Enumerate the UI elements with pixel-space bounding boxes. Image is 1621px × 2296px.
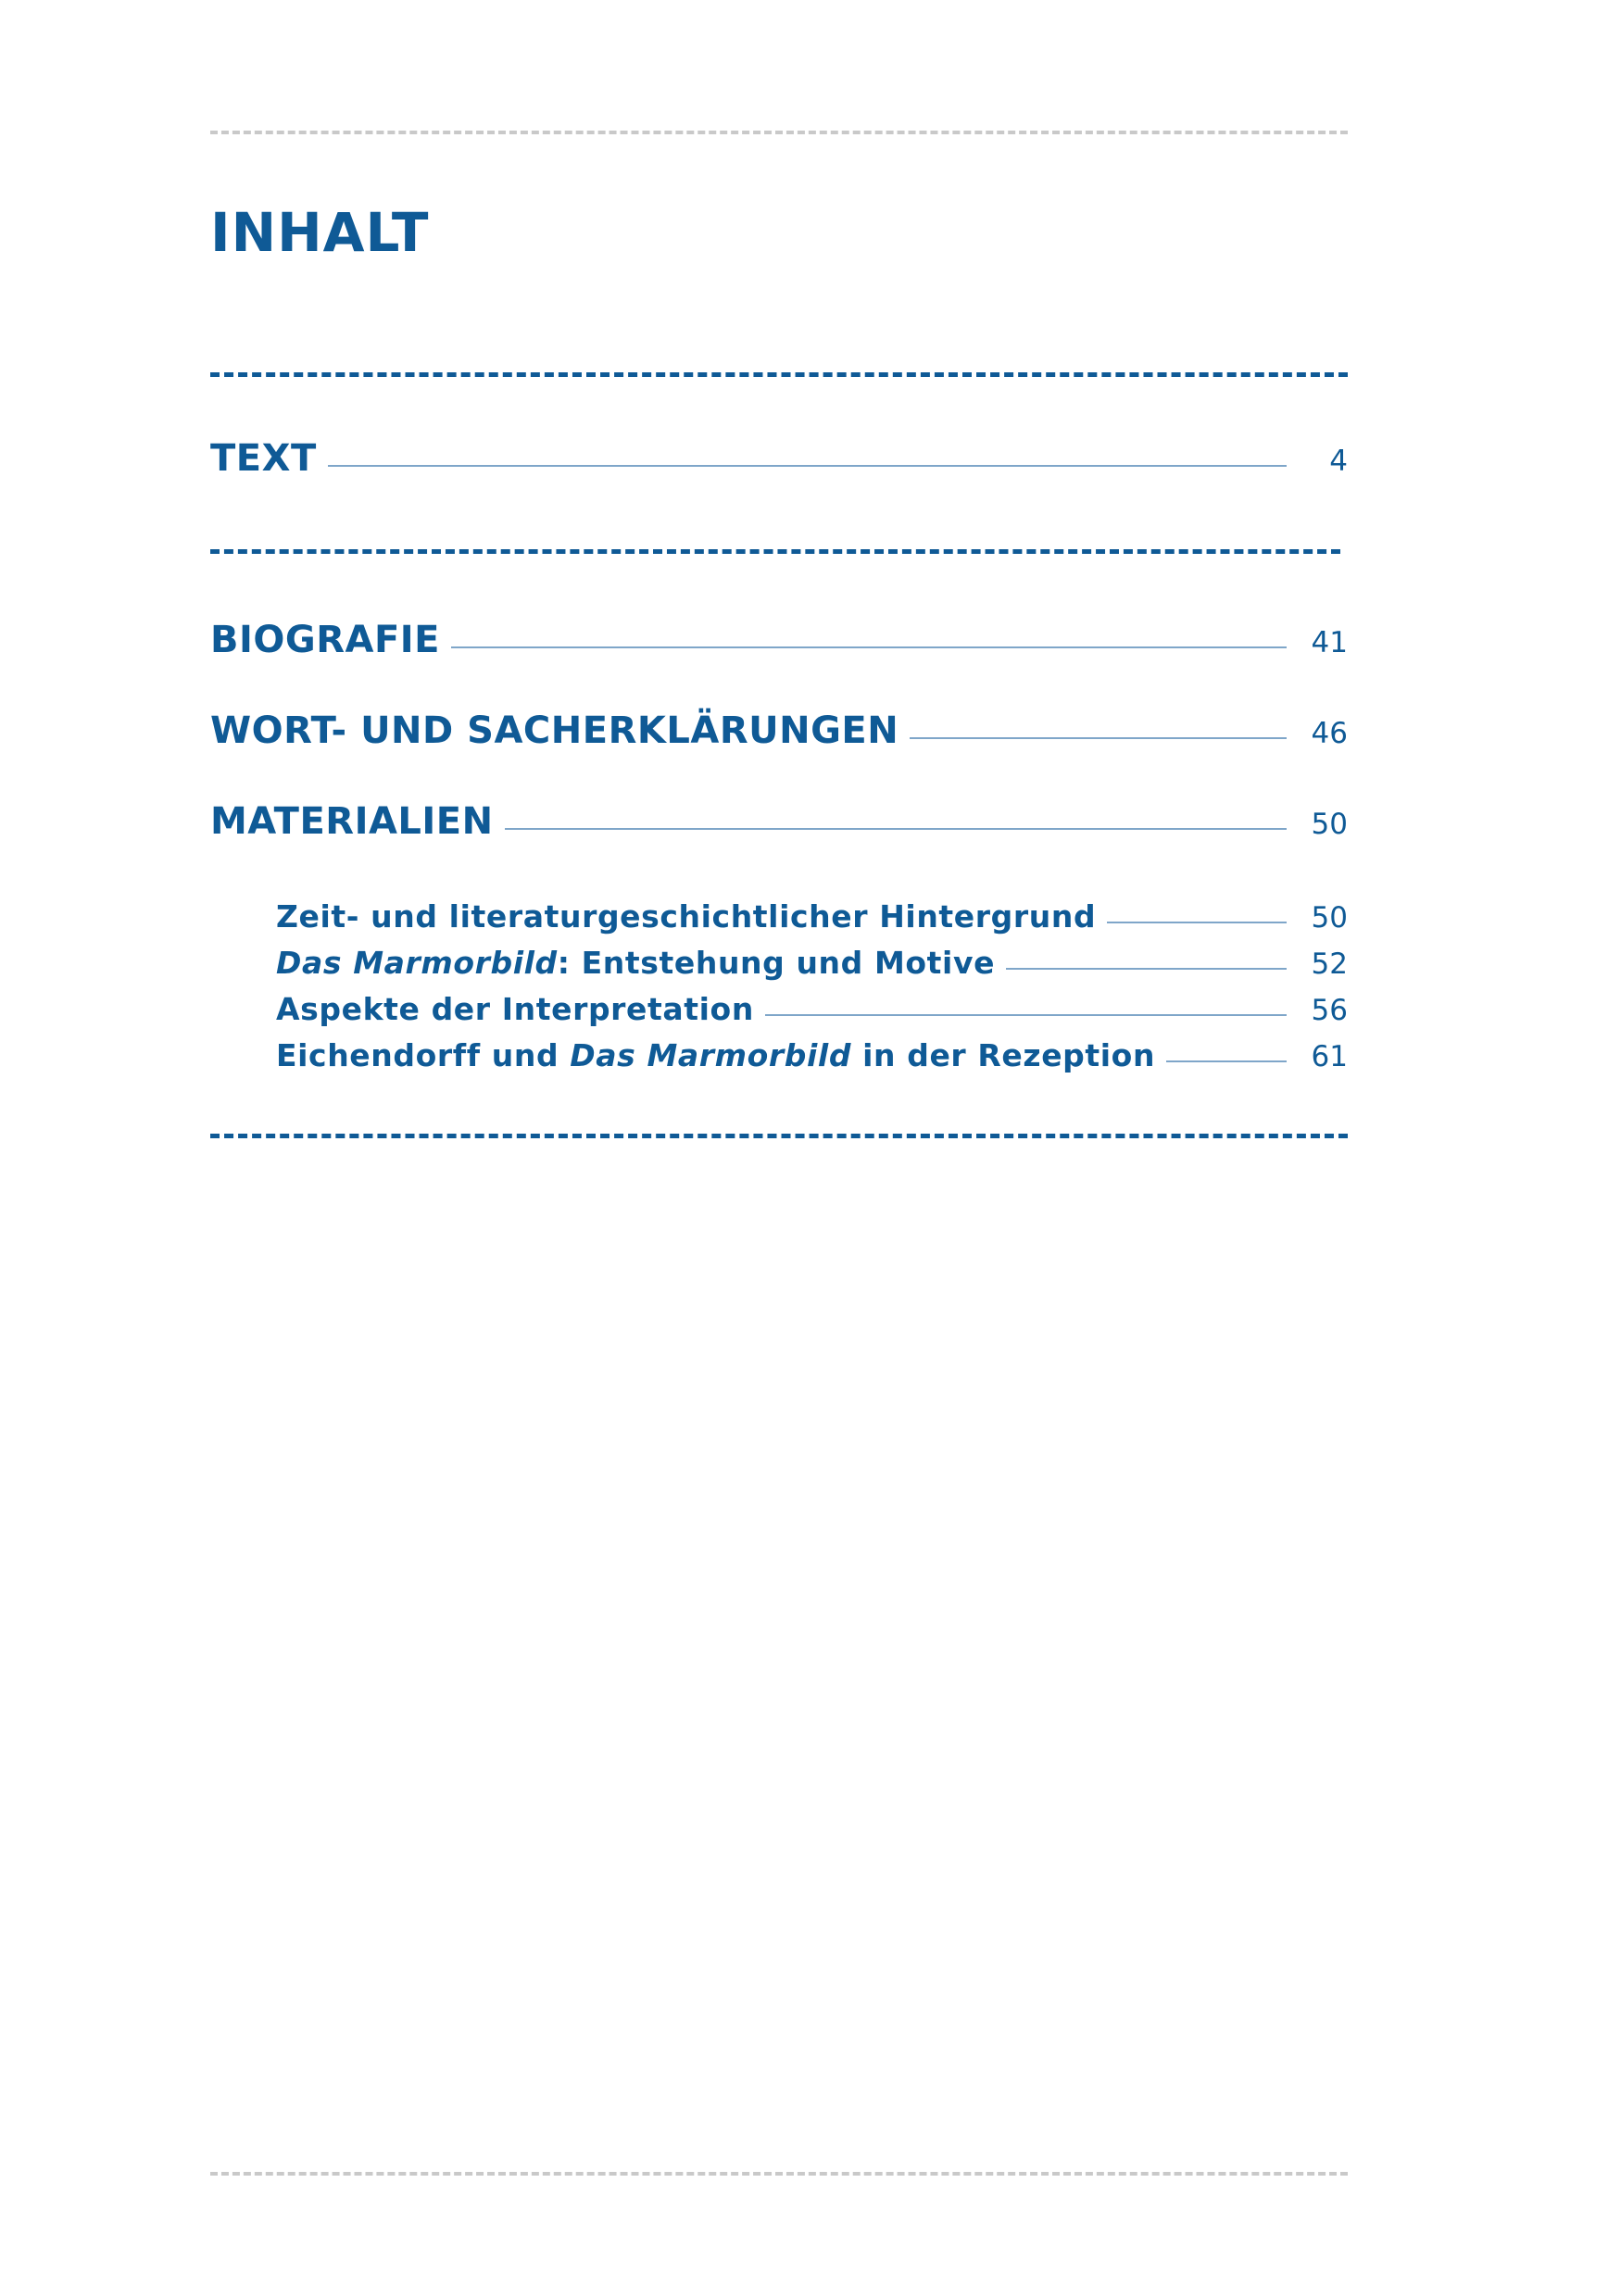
toc-subentry-rezeption[interactable] xyxy=(276,1037,1348,1073)
toc-leader xyxy=(505,828,1287,830)
toc-entry-label: BIOGRAFIE xyxy=(210,619,440,661)
toc-page-number: 52 xyxy=(1311,947,1348,981)
bottom-divider xyxy=(210,2172,1348,2176)
toc-leader xyxy=(1166,1060,1287,1062)
toc-leader xyxy=(765,1014,1287,1016)
toc-subentry-hintergrund[interactable] xyxy=(276,898,1348,935)
work-title: Das Marmorbild xyxy=(570,1037,852,1073)
toc-page-number: 50 xyxy=(1311,808,1348,841)
toc-entry-label: TEXT xyxy=(210,437,317,480)
toc-leader xyxy=(1107,922,1287,923)
toc-entry-wort-und-sacherklaerungen[interactable] xyxy=(210,709,1348,752)
toc-subentry-interpretation[interactable] xyxy=(276,991,1348,1027)
toc-subentry-label: Zeit- und literaturgeschichtlicher Hintergrund xyxy=(276,898,1097,935)
toc-page-number: 4 xyxy=(1329,445,1348,478)
toc-leader xyxy=(451,646,1287,648)
toc-page-number: 41 xyxy=(1311,626,1348,659)
top-divider xyxy=(210,131,1348,134)
toc-leader xyxy=(328,465,1287,467)
toc-entry-biografie[interactable] xyxy=(210,619,1348,661)
section-divider-3 xyxy=(210,1134,1348,1138)
toc-subentry-label-post: in der Rezeption xyxy=(851,1037,1156,1073)
work-title: Das Marmorbild xyxy=(276,945,558,981)
toc-subentry-entstehung-und-motive[interactable] xyxy=(276,945,1348,981)
toc-leader xyxy=(910,737,1287,739)
toc-entry-text[interactable] xyxy=(210,437,1348,480)
toc-page-number: 61 xyxy=(1311,1040,1348,1073)
toc-entry-materialien[interactable] xyxy=(210,800,1348,843)
toc-subentry-label: Aspekte der Interpretation xyxy=(276,991,754,1027)
page-title: INHALT xyxy=(210,201,430,264)
toc-subentry-label xyxy=(276,1037,1155,1073)
toc-subentry-label-pre: Eichendorff und xyxy=(276,1037,571,1073)
toc-page-number: 46 xyxy=(1311,717,1348,750)
toc-entry-label: MATERIALIEN xyxy=(210,800,494,843)
toc-subentry-label-rest: : Entstehung und Motive xyxy=(557,945,996,981)
section-divider-2 xyxy=(210,549,1340,554)
section-divider-1 xyxy=(210,372,1348,377)
toc-subentry-label xyxy=(276,945,995,981)
toc-page-number: 56 xyxy=(1311,994,1348,1027)
toc-leader xyxy=(1006,968,1287,970)
toc-page-number: 50 xyxy=(1311,901,1348,935)
toc-entry-label: WORT- UND SACHERKLÄRUNGEN xyxy=(210,709,899,752)
